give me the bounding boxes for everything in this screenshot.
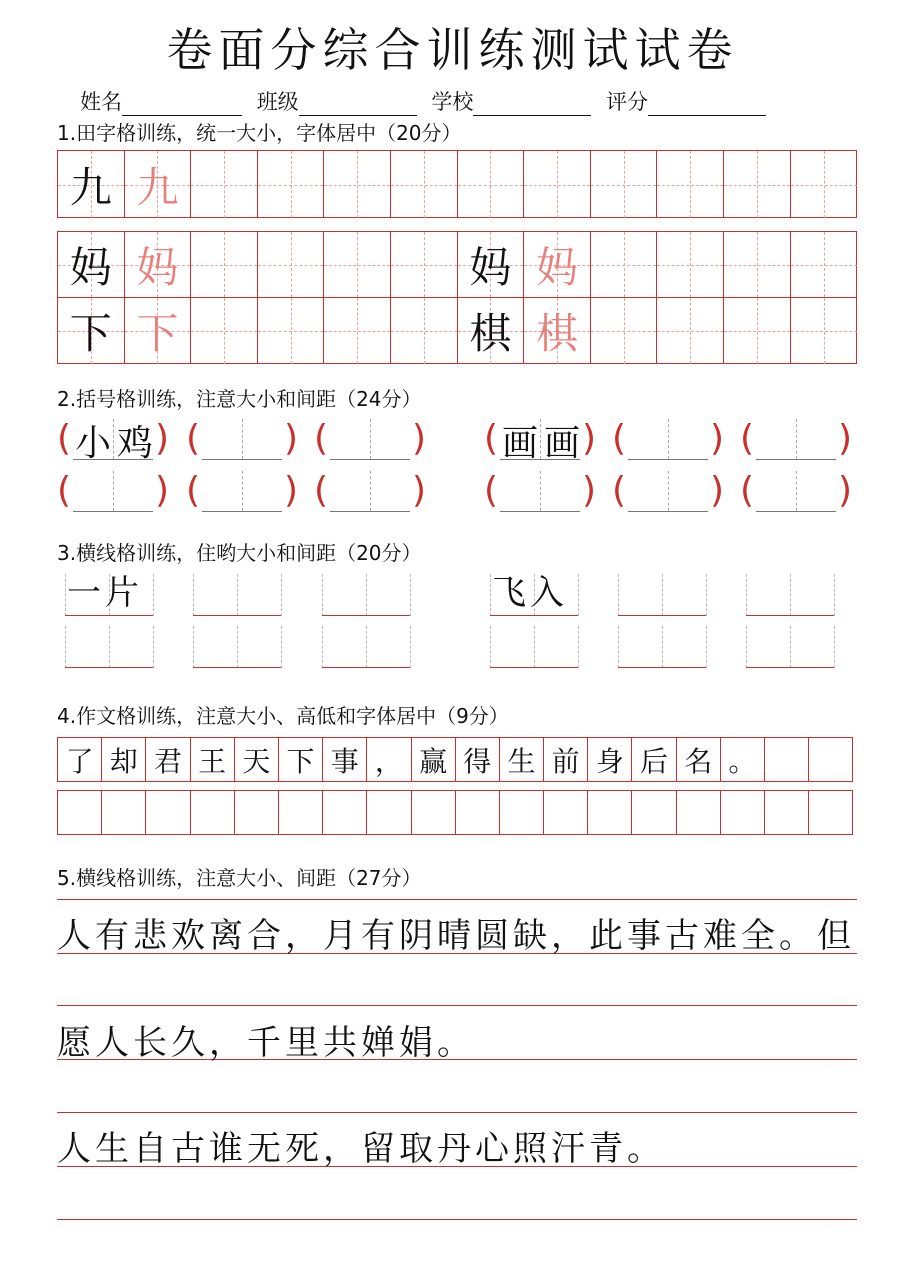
box-guide-vertical xyxy=(796,419,797,459)
left-bracket: ( xyxy=(314,470,329,511)
guide-left xyxy=(490,574,491,616)
composition-cell[interactable]: 事 xyxy=(323,738,367,781)
guide-left xyxy=(322,626,323,668)
composition-cell[interactable]: 。 xyxy=(721,738,765,781)
model-character: 九 xyxy=(69,162,112,212)
composition-cell[interactable]: 生 xyxy=(500,738,544,781)
cell-guide-horizontal xyxy=(324,265,390,266)
bracket-writing-box[interactable] xyxy=(628,419,708,460)
cell-guide-horizontal xyxy=(657,331,723,332)
right-bracket: ) xyxy=(581,418,596,459)
cell-guide-horizontal xyxy=(591,185,657,186)
score-blank[interactable] xyxy=(648,93,766,116)
composition-cell[interactable] xyxy=(191,791,235,834)
line-grid-cell[interactable] xyxy=(746,570,834,616)
composition-cell[interactable]: 前 xyxy=(544,738,588,781)
tianzige-cell[interactable] xyxy=(58,298,125,364)
left-bracket: ( xyxy=(740,470,755,511)
left-bracket: ( xyxy=(740,418,755,459)
tianzige-cell[interactable] xyxy=(524,232,591,298)
composition-cell[interactable]: 后 xyxy=(632,738,676,781)
cell-guide-horizontal xyxy=(591,331,657,332)
tianzige-cell[interactable] xyxy=(724,298,791,364)
school-label: 学校 xyxy=(431,90,474,114)
left-bracket: ( xyxy=(612,470,627,511)
left-bracket: ( xyxy=(314,418,329,459)
guide-mid xyxy=(237,574,238,616)
model-character: 棋 xyxy=(469,309,512,358)
tianzige-cell[interactable] xyxy=(391,232,458,298)
tianzige-cell[interactable] xyxy=(458,232,525,298)
guide-left xyxy=(65,574,66,616)
box-guide-vertical xyxy=(668,419,669,459)
line-grid-cell[interactable] xyxy=(746,622,834,668)
line-grid-cell[interactable] xyxy=(618,570,706,616)
tianzige-cell[interactable] xyxy=(58,232,125,298)
cell-guide-horizontal xyxy=(791,331,858,332)
base-line xyxy=(490,667,578,668)
composition-cell[interactable] xyxy=(102,791,146,834)
cell-guide-horizontal xyxy=(391,331,457,332)
box-guide-vertical xyxy=(370,419,371,459)
guide-right xyxy=(578,626,579,668)
box-guide-vertical xyxy=(540,471,541,511)
trace-character: 九 xyxy=(136,162,179,212)
bracket-writing-box[interactable] xyxy=(73,471,153,512)
line-grid-word: 飞入 xyxy=(492,573,568,613)
cell-guide-horizontal xyxy=(657,265,723,266)
right-bracket: ) xyxy=(154,418,169,459)
tianzige-cell[interactable] xyxy=(724,232,791,298)
composition-cell[interactable] xyxy=(367,791,411,834)
base-line xyxy=(322,667,410,668)
trace-character: 棋 xyxy=(535,309,578,358)
cell-guide-horizontal xyxy=(391,185,457,186)
guide-right xyxy=(706,574,707,616)
right-bracket: ) xyxy=(837,470,852,511)
tianzige-cell[interactable] xyxy=(191,232,258,298)
guide-left xyxy=(322,574,323,616)
name-label: 姓名 xyxy=(80,90,122,114)
composition-cell[interactable] xyxy=(765,738,809,781)
bracket-cell[interactable] xyxy=(484,413,596,465)
tianzige-cell[interactable] xyxy=(324,298,391,364)
composition-cell[interactable] xyxy=(323,791,367,834)
composition-cell[interactable] xyxy=(809,738,853,781)
bracket-cell[interactable] xyxy=(740,413,852,465)
guide-right xyxy=(834,626,835,668)
guide-right xyxy=(281,574,282,616)
box-guide-vertical xyxy=(242,471,243,511)
bracket-cell[interactable] xyxy=(314,413,426,465)
cell-guide-horizontal xyxy=(657,185,723,186)
guide-left xyxy=(746,626,747,668)
box-guide-vertical xyxy=(796,471,797,511)
composition-cell[interactable] xyxy=(721,791,765,834)
tianzige-cell[interactable] xyxy=(657,298,724,364)
line-grid-cell[interactable] xyxy=(322,570,410,616)
tianzige-cell[interactable] xyxy=(791,151,858,218)
guide-right xyxy=(578,574,579,616)
composition-cell[interactable] xyxy=(765,791,809,834)
cell-guide-horizontal xyxy=(724,331,790,332)
guide-left xyxy=(193,626,194,668)
base-line xyxy=(746,667,834,668)
bracket-word: 画画 xyxy=(502,423,587,464)
model-character: 下 xyxy=(69,309,112,358)
bracket-cell[interactable] xyxy=(186,413,298,465)
composition-row xyxy=(57,737,853,782)
section-3-title: 3.横线格训练，住哟大小和间距（20分） xyxy=(57,541,422,565)
guide-right xyxy=(706,626,707,668)
composition-cell[interactable] xyxy=(588,791,632,834)
guide-mid xyxy=(366,574,367,616)
tianzige-cell[interactable] xyxy=(125,151,192,218)
bracket-writing-box[interactable] xyxy=(756,471,836,512)
model-character: 妈 xyxy=(469,242,512,292)
cell-guide-horizontal xyxy=(458,185,524,186)
tianzige-cell[interactable] xyxy=(125,232,192,298)
guide-right xyxy=(153,574,154,616)
tianzige-cell[interactable] xyxy=(591,232,658,298)
guide-right xyxy=(834,574,835,616)
bracket-writing-box[interactable] xyxy=(330,419,410,460)
base-line xyxy=(490,615,578,616)
cell-guide-horizontal xyxy=(191,265,257,266)
guide-left xyxy=(193,574,194,616)
school-blank[interactable] xyxy=(473,93,591,116)
tianzige-cell[interactable] xyxy=(58,151,125,218)
composition-cell[interactable]: ， xyxy=(367,738,411,781)
right-bracket: ) xyxy=(837,418,852,459)
tianzige-grid xyxy=(57,150,857,218)
composition-cell[interactable] xyxy=(500,791,544,834)
guide-right xyxy=(153,626,154,668)
tianzige-cell[interactable] xyxy=(791,298,858,364)
bracket-writing-box[interactable] xyxy=(202,419,282,460)
line-grid-cell[interactable] xyxy=(490,622,578,668)
tianzige-cell[interactable] xyxy=(524,151,591,218)
tianzige-cell[interactable] xyxy=(324,232,391,298)
trace-character: 下 xyxy=(136,309,179,358)
left-bracket: ( xyxy=(484,470,499,511)
left-bracket: ( xyxy=(57,470,72,511)
guide-mid xyxy=(662,574,663,616)
student-info-line xyxy=(80,86,766,116)
right-bracket: ) xyxy=(411,418,426,459)
right-bracket: ) xyxy=(154,470,169,511)
base-line xyxy=(746,615,834,616)
page-title: 卷面分综合训练测试试卷 xyxy=(166,23,739,77)
composition-cell[interactable] xyxy=(146,791,190,834)
composition-cell[interactable]: 王 xyxy=(191,738,235,781)
tianzige-cell[interactable] xyxy=(125,298,192,364)
bracket-cell[interactable] xyxy=(57,413,169,465)
bracket-writing-box[interactable] xyxy=(500,471,580,512)
bracket-cell[interactable] xyxy=(186,465,298,517)
composition-cell[interactable]: 得 xyxy=(456,738,500,781)
guide-mid xyxy=(366,626,367,668)
left-bracket: ( xyxy=(57,418,72,459)
guide-mid xyxy=(662,626,663,668)
class-blank[interactable] xyxy=(299,93,417,116)
left-bracket: ( xyxy=(186,470,201,511)
box-guide-vertical xyxy=(370,471,371,511)
box-guide-vertical xyxy=(668,471,669,511)
composition-cell[interactable] xyxy=(412,791,456,834)
guide-left xyxy=(618,626,619,668)
tianzige-cell[interactable] xyxy=(458,151,525,218)
line-grid-cell[interactable] xyxy=(193,622,281,668)
guide-right xyxy=(281,626,282,668)
base-line xyxy=(193,667,281,668)
composition-cell[interactable]: 赢 xyxy=(412,738,456,781)
tianzige-cell[interactable] xyxy=(391,151,458,218)
tianzige-cell[interactable] xyxy=(791,232,858,298)
composition-cell[interactable] xyxy=(58,791,102,834)
guide-mid xyxy=(790,574,791,616)
cell-guide-horizontal xyxy=(324,185,390,186)
right-bracket: ) xyxy=(709,418,724,459)
guide-mid xyxy=(790,626,791,668)
section-1-title: 1.田字格训练，统一大小，字体居中（20分） xyxy=(57,121,462,145)
tianzige-cell[interactable] xyxy=(458,298,525,364)
tianzige-cell[interactable] xyxy=(258,232,325,298)
line-grid-cell[interactable] xyxy=(618,622,706,668)
line-grid-cell[interactable] xyxy=(490,570,578,616)
left-bracket: ( xyxy=(186,418,201,459)
tianzige-cell[interactable] xyxy=(591,151,658,218)
trace-character: 妈 xyxy=(136,242,179,292)
cell-guide-horizontal xyxy=(191,185,257,186)
cell-guide-horizontal xyxy=(391,265,457,266)
cell-guide-horizontal xyxy=(591,265,657,266)
base-line xyxy=(193,615,281,616)
base-line xyxy=(618,615,706,616)
tianzige-cell[interactable] xyxy=(258,151,325,218)
composition-cell[interactable] xyxy=(235,791,279,834)
bracket-writing-box[interactable] xyxy=(330,471,410,512)
class-label: 班级 xyxy=(256,90,299,114)
composition-cell[interactable]: 却 xyxy=(102,738,146,781)
line-grid-cell[interactable] xyxy=(322,622,410,668)
composition-cell[interactable] xyxy=(544,791,588,834)
bracket-cell[interactable] xyxy=(57,465,169,517)
writing-line[interactable] xyxy=(57,1005,857,1006)
bracket-writing-box[interactable] xyxy=(202,471,282,512)
tianzige-cell[interactable] xyxy=(391,298,458,364)
composition-cell[interactable] xyxy=(677,791,721,834)
base-line xyxy=(322,615,410,616)
composition-cell[interactable] xyxy=(632,791,676,834)
composition-cell[interactable] xyxy=(279,791,323,834)
bracket-cell[interactable] xyxy=(612,465,724,517)
composition-cell[interactable]: 名 xyxy=(677,738,721,781)
base-line xyxy=(65,615,153,616)
tianzige-cell[interactable] xyxy=(324,151,391,218)
cell-guide-horizontal xyxy=(258,331,324,332)
composition-cell[interactable]: 君 xyxy=(146,738,190,781)
tianzige-cell[interactable] xyxy=(591,298,658,364)
guide-right xyxy=(410,626,411,668)
model-character: 妈 xyxy=(69,242,112,292)
cell-guide-horizontal xyxy=(324,331,390,332)
tianzige-cell[interactable] xyxy=(657,151,724,218)
tianzige-cell[interactable] xyxy=(191,151,258,218)
cell-guide-horizontal xyxy=(524,185,590,186)
cell-guide-horizontal xyxy=(258,185,324,186)
tianzige-cell[interactable] xyxy=(258,298,325,364)
line-grid-cell[interactable] xyxy=(65,570,153,616)
composition-cell[interactable]: 身 xyxy=(588,738,632,781)
cell-guide-horizontal xyxy=(191,331,257,332)
writing-line[interactable] xyxy=(57,1112,857,1113)
writing-line[interactable] xyxy=(57,899,857,900)
bracket-cell[interactable] xyxy=(612,413,724,465)
writing-text-line: 愿人长久，千里共婵娟。 xyxy=(57,1023,475,1063)
right-bracket: ) xyxy=(283,470,298,511)
cell-guide-horizontal xyxy=(724,265,790,266)
guide-right xyxy=(410,574,411,616)
line-grid-cell[interactable] xyxy=(193,570,281,616)
base-line xyxy=(618,667,706,668)
box-guide-vertical xyxy=(242,419,243,459)
left-bracket: ( xyxy=(484,418,499,459)
name-blank[interactable] xyxy=(122,93,242,116)
bracket-word: 小鸡 xyxy=(75,423,160,464)
line-grid-word: 一片 xyxy=(67,573,143,613)
bracket-writing-box[interactable] xyxy=(628,471,708,512)
tianzige-cell[interactable] xyxy=(657,232,724,298)
guide-mid xyxy=(534,626,535,668)
bracket-writing-box[interactable] xyxy=(756,419,836,460)
box-guide-vertical xyxy=(113,471,114,511)
cell-guide-horizontal xyxy=(791,265,858,266)
guide-mid xyxy=(109,626,110,668)
composition-cell[interactable] xyxy=(809,791,853,834)
bracket-cell[interactable] xyxy=(314,465,426,517)
bracket-cell[interactable] xyxy=(484,465,596,517)
score-label: 评分 xyxy=(606,90,649,114)
composition-row xyxy=(57,790,853,835)
writing-line[interactable] xyxy=(57,1219,857,1220)
bracket-cell[interactable] xyxy=(740,465,852,517)
guide-left xyxy=(490,626,491,668)
section-5-title: 5.横线格训练，注意大小、间距（27分） xyxy=(57,866,422,890)
section-4-title: 4.作文格训练，注意大小、高低和字体居中（9分） xyxy=(57,704,509,728)
tianzige-cell[interactable] xyxy=(191,298,258,364)
writing-text-line: 人有悲欢离合，月有阴晴圆缺，此事古难全。但 xyxy=(57,916,855,956)
section-2-title: 2.括号格训练，注意大小和间距（24分） xyxy=(57,387,422,411)
composition-cell[interactable]: 天 xyxy=(235,738,279,781)
tianzige-grid xyxy=(57,231,857,364)
guide-mid xyxy=(237,626,238,668)
composition-cell[interactable] xyxy=(456,791,500,834)
line-grid-cell[interactable] xyxy=(65,622,153,668)
base-line xyxy=(65,667,153,668)
composition-cell[interactable]: 了 xyxy=(58,738,102,781)
trace-character: 妈 xyxy=(535,242,578,292)
cell-guide-horizontal xyxy=(724,185,790,186)
tianzige-cell[interactable] xyxy=(724,151,791,218)
cell-guide-horizontal xyxy=(791,185,858,186)
composition-cell[interactable]: 下 xyxy=(279,738,323,781)
guide-left xyxy=(746,574,747,616)
guide-left xyxy=(65,626,66,668)
cell-guide-horizontal xyxy=(258,265,324,266)
right-bracket: ) xyxy=(283,418,298,459)
writing-text-line: 人生自古谁无死，留取丹心照汗青。 xyxy=(57,1129,665,1169)
left-bracket: ( xyxy=(612,418,627,459)
right-bracket: ) xyxy=(709,470,724,511)
right-bracket: ) xyxy=(411,470,426,511)
tianzige-cell[interactable] xyxy=(524,298,591,364)
right-bracket: ) xyxy=(581,470,596,511)
guide-left xyxy=(618,574,619,616)
